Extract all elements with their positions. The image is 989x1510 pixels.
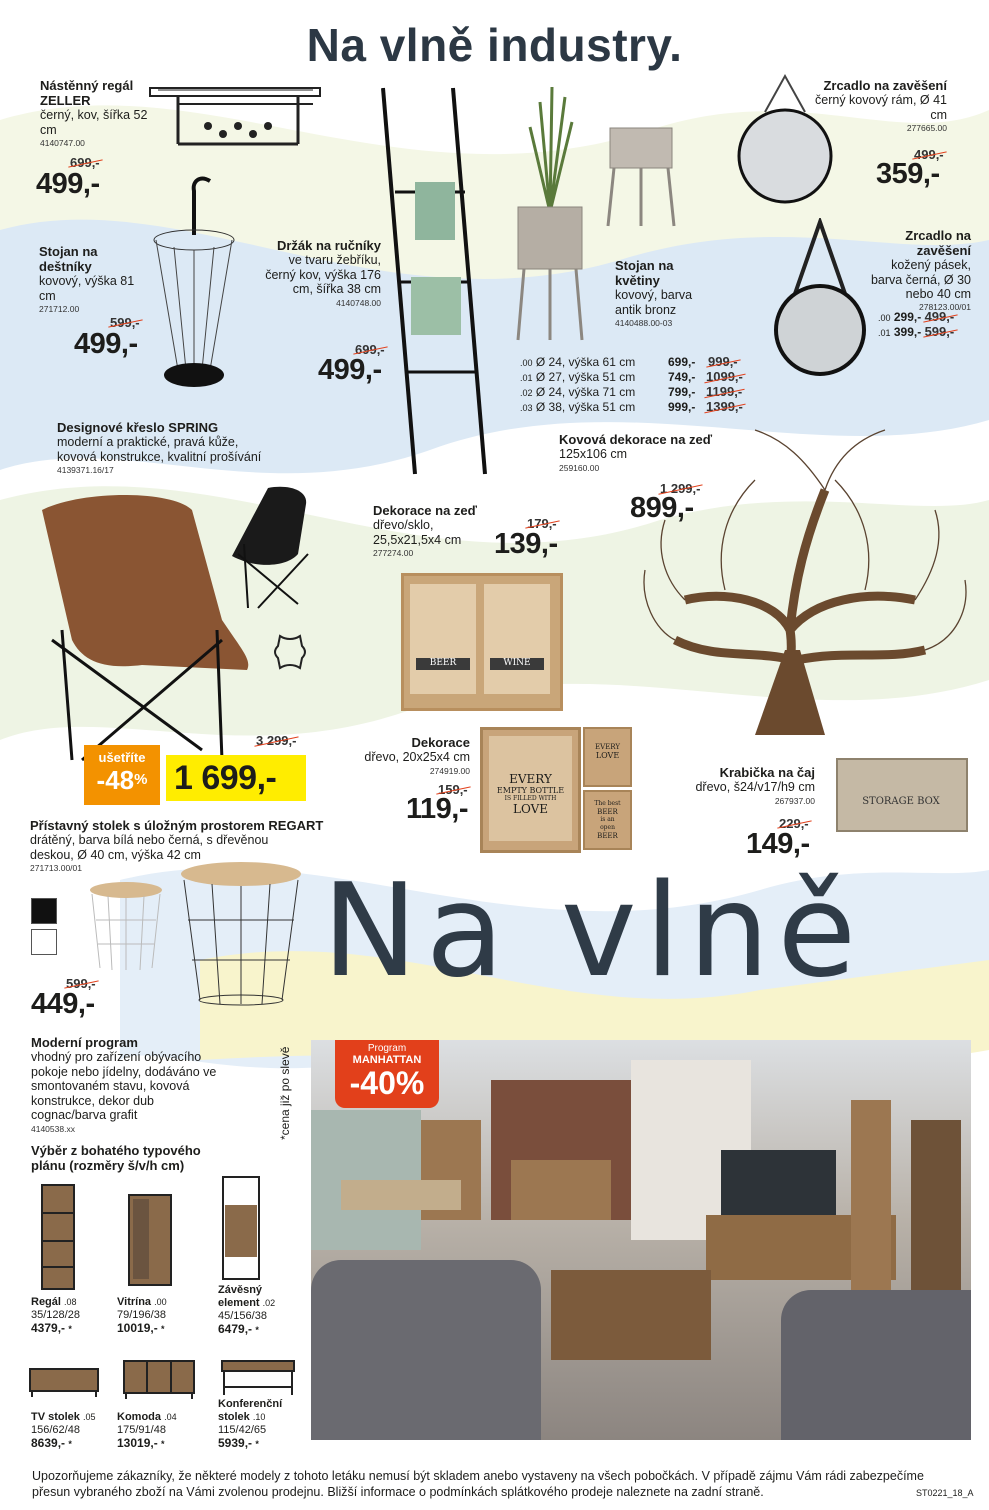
umbrella-stand-image [148,175,240,397]
old-price: 599,- [66,976,96,991]
color-swatch-white[interactable] [31,929,57,955]
color-swatch-black[interactable] [31,898,57,924]
product-desc: drátěný, barva bílá nebo černá, s dřevěnou deskou, Ø 40 cm, výška 42 cm [30,833,269,862]
product-teabox [680,765,815,807]
price: 899,- [630,492,694,524]
module-vitrina: Vitrína .00 79/196/38 10019,- * [117,1296,167,1335]
module-konferencni: Konferenční stolek .10 115/42/65 5939,- * [218,1398,283,1450]
product-deco [340,735,470,777]
product-code: 278123.00/01 [919,302,971,312]
love-box-image [480,727,581,853]
product-desc: černý kovový rám, Ø 41 cm [815,93,947,122]
product-umbrella [39,244,139,315]
product-desc: dřevo/sklo, 25,5x21,5x4 cm [373,518,462,547]
product-desc: kovový, barva antik bronz [615,288,693,317]
module-komoda: Komoda .04 175/91/48 13019,- * [117,1411,177,1450]
variant-row: .01 399,- 599,- [878,324,955,339]
black-wire-table-image [178,860,304,1006]
old-price: 599,- [110,315,140,330]
product-code: 259160.00 [559,462,600,473]
product-regal [40,78,160,149]
product-wall-deco [373,503,503,559]
module-zavesny: Závěsný element .02 45/156/38 6479,- * [218,1284,276,1336]
variant-row: .00 299,- 499,- [878,309,955,324]
towel-ladder-image [375,82,495,480]
product-towel [255,238,381,309]
price: 449,- [31,988,95,1020]
empty-bottle-text: EMPTY BOTTLE [496,786,565,795]
metal-tree-image [625,400,980,740]
product-code: 277274.00 [373,548,414,558]
price: 149,- [746,828,810,860]
every-text: EVERY [509,772,552,786]
program-name: Moderní program [31,1035,138,1050]
best-beer-box-image: The best BEER is an open BEER [583,790,632,850]
price-box [166,755,306,801]
white-wire-table-image [86,880,166,972]
product-mirror2 [860,228,971,302]
product-code: 271712.00 [39,304,80,314]
product-code: 267937.00 [774,795,815,806]
old-price: 159,- [438,782,468,797]
module-tv: TV stolek .05 156/62/48 8639,- * [31,1411,96,1450]
module-zavesny-image [221,1175,261,1281]
plant-stand-image [602,120,680,230]
product-name: Stojan na deštníky [39,244,98,274]
price: 499,- [318,354,382,386]
save-percent: -48% [96,765,148,795]
small-love-box-image: EVERY LOVE [583,727,632,787]
product-name: Nástěnný regál ZELLER [40,78,134,108]
filled-text: IS FILLED WITH [504,795,557,802]
product-name: Zrcadlo na zavěšení [905,228,971,258]
price: 499,- [74,328,138,360]
old-price: 499,- [914,147,944,162]
product-name: Dekorace [411,735,470,750]
footer-code: ST0221_18_A [916,1488,974,1498]
product-name: Designové křeslo SPRING [57,420,219,435]
module-komoda-image [122,1359,196,1399]
product-name: Zrcadlo na zavěšení [823,78,947,93]
product-code: 4140747.00 [40,138,85,148]
module-tv-image [28,1367,100,1397]
product-code: 4140748.00 [336,297,381,308]
love-text: LOVE [512,802,549,816]
product-code: 271713.00/01 [30,863,82,873]
product-flower [615,258,695,329]
product-name: Stojan na květiny [615,258,674,288]
badge-percent: -40% [349,1065,425,1101]
mirror2-variants [878,310,978,340]
price: 1 699,- [174,759,277,797]
old-price: 3 299,- [256,733,297,748]
program-desc: vhodný pro zařízení obývacího pokoje nebo jídelny, dodáváno ve smontovaném stavu, kovová konstrukce, dekor dub cognac/barva grafit [31,1050,217,1122]
product-desc: černý, kov, šířka 52 cm [40,108,148,137]
product-name: Dekorace na zeď [373,503,478,518]
product-desc: moderní a praktické, pravá kůže, kovová konstrukce, kvalitní prošívání [57,435,262,464]
price: 119,- [406,793,468,825]
product-name: Kovová dekorace na zeď [559,432,713,447]
beer-wine-box-image [401,573,563,711]
program-discount-badge [335,1040,439,1108]
product-name: Držák na ručníky [276,238,381,253]
old-price: 699,- [70,155,100,170]
page-title: Na vlně industry. [306,19,683,71]
variant-row: .00 Ø 24, výška 61 cm 699,- 999,- [520,354,738,369]
module-konferencni-image [220,1357,296,1397]
product-code: 274919.00 [429,765,470,776]
program-code: 4140538.xx [31,1123,75,1134]
old-price: 1 299,- [660,481,701,496]
module-vitrina-image [127,1193,173,1289]
badge-top: Program [367,1043,407,1054]
product-mirror1 [800,78,947,134]
product-code: 4139371.16/17 [57,465,114,475]
module-regal: Regál .08 35/128/28 4379,- * [31,1296,80,1335]
price: 499,- [36,168,100,200]
module-regal-image [40,1183,76,1291]
discount-badge [84,745,160,805]
product-desc: ve tvaru žebříku, černý kov, výška 176 cm, šířka 38 cm [265,253,381,296]
wine-label: WINE [490,658,544,670]
footer-disclaimer: Upozorňujeme zákazníky, že některé modely z tohoto letáku nemusí být skladem anebo vystaveny na všech pobočkách. V případě zájmu Vám rádi zabezpečíme přesun vybraného zboží na Vámi zvolenou prodejnu. Bližší informace o podmínkách splátkového prodeje naleznete na zadní straně. [32,1469,924,1499]
price: 139,- [494,528,558,560]
save-label: ušetříte [98,750,146,765]
product-desc: dřevo, š24/v17/h9 cm [695,780,815,794]
old-price: 179,- [527,516,557,531]
wall-shelf-image [148,84,323,156]
old-price: 699,- [355,342,385,357]
genuine-leather-icon [272,632,308,672]
beer-label: BEER [416,658,470,670]
product-chair [57,420,272,476]
product-code: 4140488.00-03 [615,318,673,328]
variant-row: .03 Ø 38, výška 51 cm 999,- 1399,- [520,399,743,414]
product-name: Přístavný stolek s úložným prostorem REGART [30,818,324,833]
price: 359,- [876,158,940,190]
variant-row: .02 Ø 24, výška 71 cm 799,- 1199,- [520,384,743,399]
old-price: 229,- [779,816,809,831]
badge-name: MANHATTAN [352,1054,422,1066]
product-desc: 125x106 cm [559,447,628,461]
product-desc: kožený pásek, barva černá, Ø 30 nebo 40 cm [870,258,971,301]
price-note: *cena již po slevě [278,1046,292,1140]
select-title: Výběr z bohatého typového plánu (rozměry š/v/h cm) [31,1142,201,1173]
black-chair-image [228,484,328,610]
variant-row: .01 Ø 27, výška 51 cm 749,- 1099,- [520,369,743,384]
tea-box-image [836,758,968,832]
leather-chair-image [22,490,262,770]
product-desc: dřevo, 20x25x4 cm [364,750,470,764]
program-info [31,1035,221,1173]
na-vlne-logo: Na vlně [322,857,865,1006]
plant-stand-image [510,82,590,344]
product-name: Krabička na čaj [719,765,815,780]
product-code: 277665.00 [906,123,947,133]
product-desc: kovový, výška 81 cm [39,274,135,303]
storage-box-text: STORAGE BOX [862,796,940,807]
